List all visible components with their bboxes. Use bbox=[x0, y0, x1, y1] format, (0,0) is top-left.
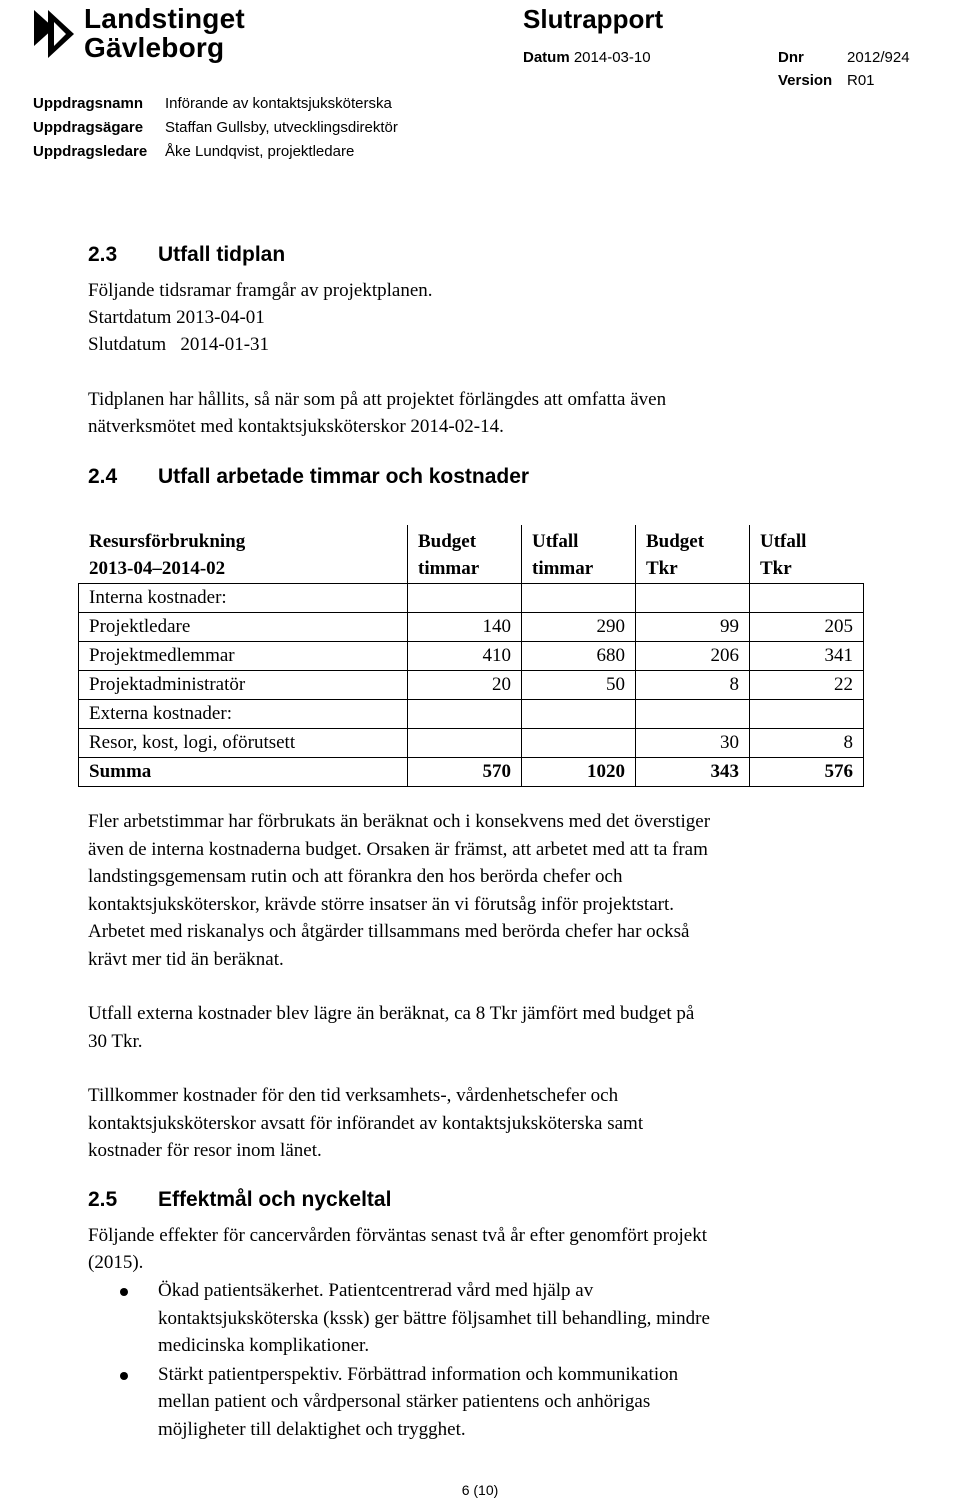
text-line: Utfall externa kostnader blev lägre än beräknat, ca 8 Tkr jämfört med budget på bbox=[88, 1003, 695, 1024]
table-cell: 1020 bbox=[522, 758, 636, 787]
table-row bbox=[79, 584, 864, 613]
text-line: Tillkommer kostnader för den tid verksamhets-, vårdenhetschefer och bbox=[88, 1085, 619, 1106]
table-row bbox=[79, 613, 864, 642]
text-line: Slutdatum 2014-01-31 bbox=[88, 334, 270, 355]
list-item-line: Ökad patientsäkerhet. Patientcentrerad vård med hjälp av bbox=[158, 1280, 594, 1301]
text-line: landstingsgemensam rutin och att förankra den hos berörda chefer och bbox=[88, 866, 623, 887]
section-title: Utfall arbetade timmar och kostnader bbox=[158, 465, 530, 488]
table-cell: 680 bbox=[522, 642, 636, 671]
bullet-icon bbox=[120, 1372, 128, 1380]
text-line: kontaktsjuksköterskor avsatt för införandet av kontaktsjuksköterska samt bbox=[88, 1113, 644, 1134]
resource-usage-table bbox=[78, 525, 864, 787]
table-cell-label: Externa kostnader: bbox=[79, 700, 408, 729]
assignment-value: Införande av kontaktsjuksköterska bbox=[165, 95, 392, 112]
table-cell: 8 bbox=[636, 671, 750, 700]
list-item-line: kontaktsjuksköterska (kssk) ger bättre följsamhet till behandling, mindre bbox=[158, 1308, 710, 1329]
assignment-value: Åke Lundqvist, projektledare bbox=[165, 143, 355, 160]
text-line: Följande tidsramar framgår av projektplanen. bbox=[88, 280, 433, 301]
page-number: 6 (10) bbox=[461, 1482, 499, 1498]
table-header-row bbox=[79, 526, 864, 584]
table-cell-label: Interna kostnader: bbox=[79, 584, 408, 613]
table-row-total bbox=[79, 758, 864, 787]
organization-logo bbox=[32, 4, 262, 66]
text-line: 30 Tkr. bbox=[88, 1031, 143, 1052]
table-header-cell: Budget Tkr bbox=[636, 526, 750, 584]
datum-label: Datum bbox=[523, 49, 570, 66]
table-header-cell: Budget timmar bbox=[408, 526, 522, 584]
section-title: Utfall tidplan bbox=[158, 243, 286, 266]
text-line: Startdatum 2013-04-01 bbox=[88, 307, 265, 328]
table-row bbox=[79, 671, 864, 700]
table-cell bbox=[750, 700, 864, 729]
table-cell-label: Summa bbox=[79, 758, 408, 787]
section-heading-2-5 bbox=[88, 1188, 391, 1212]
text-line: Tidplanen har hållits, så när som på att projektet förlängdes att omfatta även bbox=[88, 389, 667, 410]
text-line: Följande effekter för cancervården förväntas senast två år efter genomfört projekt bbox=[88, 1225, 707, 1246]
list-item-line: Stärkt patientperspektiv. Förbättrad information och kommunikation bbox=[158, 1364, 679, 1385]
table-cell bbox=[636, 700, 750, 729]
datum-value: 2014-03-10 bbox=[573, 49, 651, 66]
version-value: R01 bbox=[847, 72, 875, 89]
table-cell bbox=[522, 700, 636, 729]
assignment-label: Uppdragsägare bbox=[33, 119, 144, 136]
section-heading-2-3 bbox=[88, 243, 285, 267]
table-cell bbox=[408, 700, 522, 729]
dnr-label: Dnr bbox=[778, 49, 804, 66]
list-item-line: mellan patient och vårdpersonal stärker patientens och anhörigas bbox=[158, 1391, 651, 1412]
table-cell: 570 bbox=[408, 758, 522, 787]
document-title: Slutrapport bbox=[523, 4, 664, 34]
list-item-line: medicinska komplikationer. bbox=[158, 1335, 370, 1356]
table-cell: 99 bbox=[636, 613, 750, 642]
text-line: även de interna kostnaderna budget. Orsaken är främst, att arbetet med att ta fram bbox=[88, 839, 708, 860]
table-cell bbox=[522, 584, 636, 613]
text-line: krävt mer tid än beräknat. bbox=[88, 949, 284, 970]
table-cell: 410 bbox=[408, 642, 522, 671]
table-cell bbox=[636, 584, 750, 613]
table-row bbox=[79, 642, 864, 671]
table-cell: 8 bbox=[750, 729, 864, 758]
table-cell: 140 bbox=[408, 613, 522, 642]
table-cell: 30 bbox=[636, 729, 750, 758]
table-cell bbox=[408, 729, 522, 758]
section-title: Effektmål och nyckeltal bbox=[158, 1188, 392, 1211]
assignment-value: Staffan Gullsby, utvecklingsdirektör bbox=[165, 119, 398, 136]
table-cell: 20 bbox=[408, 671, 522, 700]
table-header-cell: Utfall timmar bbox=[522, 526, 636, 584]
assignment-label: Uppdragsnamn bbox=[33, 95, 144, 112]
table-cell-label: Resor, kost, logi, oförutsett bbox=[79, 729, 408, 758]
table-cell bbox=[522, 729, 636, 758]
table-cell: 343 bbox=[636, 758, 750, 787]
text-line: (2015). bbox=[88, 1252, 144, 1273]
table-cell: 341 bbox=[750, 642, 864, 671]
logo-line-2: Gävleborg bbox=[84, 32, 225, 63]
table-cell-label: Projektledare bbox=[79, 613, 408, 642]
list-item-line: möjligheter till delaktighet och trygghet. bbox=[158, 1419, 466, 1440]
section-number: 2.3 bbox=[88, 243, 118, 266]
section-number: 2.4 bbox=[88, 465, 118, 488]
table-cell: 22 bbox=[750, 671, 864, 700]
table-header-cell: Resursförbrukning 2013-04–2014-02 bbox=[79, 526, 408, 584]
table-cell: 205 bbox=[750, 613, 864, 642]
text-line: kontaktsjuksköterskor, krävde större insatser än vi förutsåg inför projektstart. bbox=[88, 894, 674, 915]
text-line: Arbetet med riskanalys och åtgärder tillsammans med berörda chefer har också bbox=[88, 921, 690, 942]
logo-text bbox=[84, 4, 245, 62]
assignment-label: Uppdragsledare bbox=[33, 143, 148, 160]
table-header-cell: Utfall Tkr bbox=[750, 526, 864, 584]
table-cell: 290 bbox=[522, 613, 636, 642]
text-line: kostnader för resor inom länet. bbox=[88, 1140, 322, 1161]
datum-row bbox=[523, 49, 651, 66]
table-row bbox=[79, 729, 864, 758]
section-number: 2.5 bbox=[88, 1188, 118, 1211]
bullet-icon bbox=[120, 1288, 128, 1296]
table-row bbox=[79, 700, 864, 729]
section-heading-2-4 bbox=[88, 465, 529, 489]
table-cell bbox=[750, 584, 864, 613]
logo-line-1: Landstinget bbox=[84, 3, 245, 34]
table-cell-label: Projektadministratör bbox=[79, 671, 408, 700]
table-cell: 576 bbox=[750, 758, 864, 787]
text-line: nätverksmötet med kontaktsjuksköterskor 2014-02-14. bbox=[88, 416, 504, 437]
dnr-value: 2012/924 bbox=[847, 49, 910, 66]
table-cell bbox=[408, 584, 522, 613]
text-line: Fler arbetstimmar har förbrukats än beräknat och i konsekvens med det överstiger bbox=[88, 811, 711, 832]
logo-mark-icon bbox=[32, 8, 76, 60]
table-cell: 50 bbox=[522, 671, 636, 700]
table-cell-label: Projektmedlemmar bbox=[79, 642, 408, 671]
table-cell: 206 bbox=[636, 642, 750, 671]
version-label: Version bbox=[778, 72, 833, 89]
